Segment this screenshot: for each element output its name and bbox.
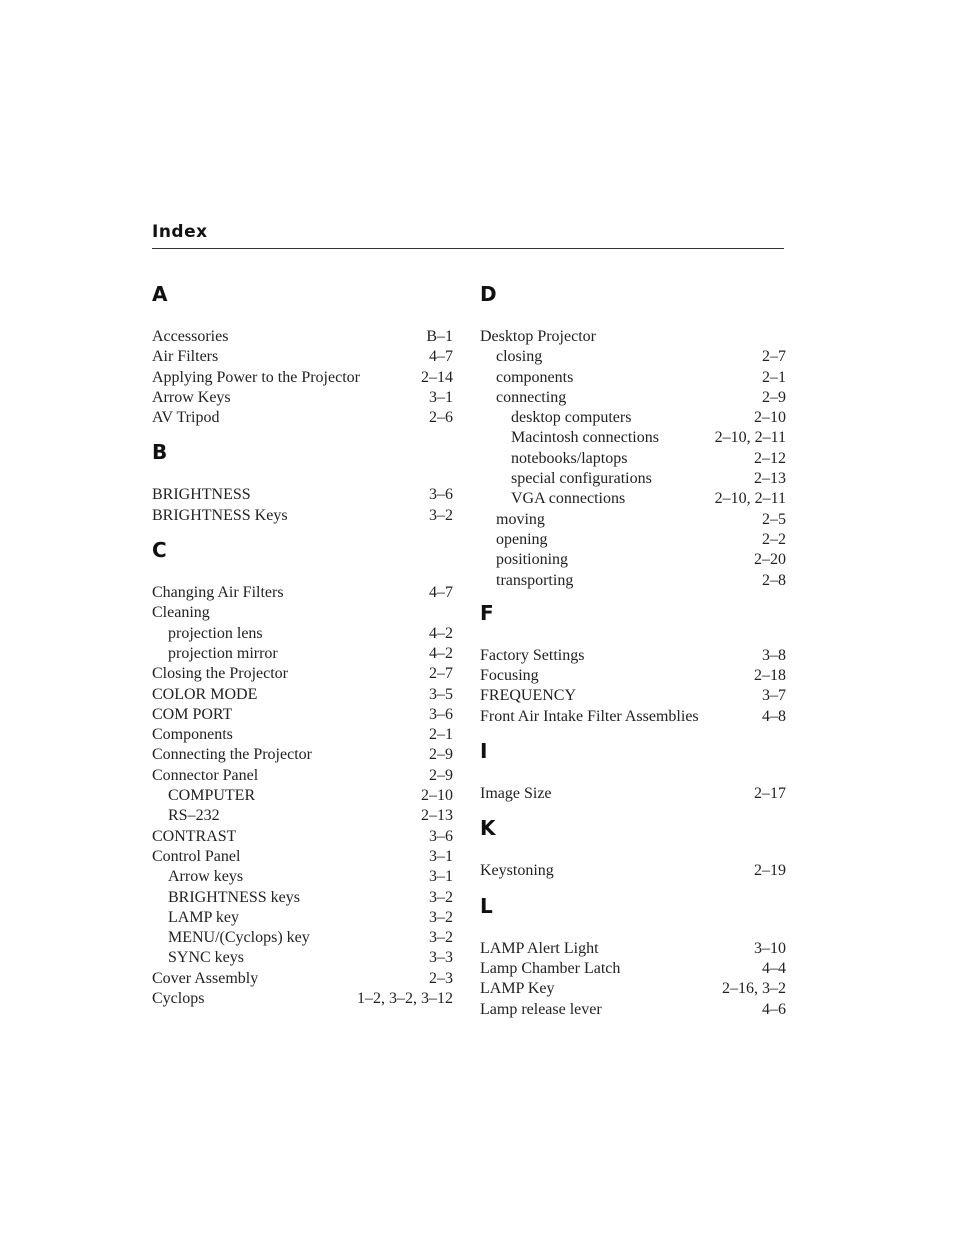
- entry-page-ref: 2–10: [754, 409, 786, 427]
- entry-text: LAMP Alert Light: [480, 939, 599, 957]
- entry-text: Lamp Chamber Latch: [480, 959, 621, 977]
- entry-page-ref: 2–14: [421, 368, 453, 386]
- entry-text: Components: [152, 726, 233, 744]
- entry-text: special configurations: [511, 470, 652, 488]
- entry-page-ref: 3–2: [429, 888, 453, 906]
- section-letter: D: [480, 282, 497, 306]
- index-subentry: [480, 347, 786, 367]
- entry-text: Control Panel: [152, 847, 241, 865]
- entry-page-ref: 2–9: [762, 388, 786, 406]
- index-subentry: [480, 388, 786, 408]
- entry-page-ref: 4–7: [429, 348, 453, 366]
- index-entry: [480, 979, 786, 999]
- entry-page-ref: 3–6: [429, 827, 453, 845]
- entry-page-ref: 3–7: [762, 687, 786, 705]
- page-title: Index: [152, 222, 208, 242]
- index-subentry: [152, 928, 453, 948]
- entry-text: connecting: [496, 388, 567, 406]
- entry-page-ref: 2–19: [754, 862, 786, 880]
- index-entry: [152, 745, 453, 765]
- entry-text: Front Air Intake Filter Assemblies: [480, 707, 699, 725]
- index-entry: [480, 327, 786, 347]
- section-letter: K: [480, 816, 496, 841]
- entry-text: Applying Power to the Projector: [152, 368, 360, 386]
- section-letter: L: [480, 893, 493, 918]
- section-letter: A: [152, 282, 168, 306]
- index-subentry: [480, 571, 786, 591]
- index-entry: [480, 939, 786, 959]
- entry-page-ref: 2–5: [762, 510, 786, 528]
- entry-text: RS–232: [168, 807, 220, 825]
- entry-page-ref: 2–20: [754, 551, 786, 569]
- entry-text: projection mirror: [168, 644, 278, 662]
- entry-text: CONTRAST: [152, 827, 237, 845]
- entry-text: BRIGHTNESS: [152, 486, 251, 504]
- entry-text: COM PORT: [152, 705, 233, 723]
- entry-text: Accessories: [152, 328, 229, 345]
- entry-page-ref: 2–10, 2–11: [714, 490, 786, 508]
- index-subentry: [480, 469, 786, 489]
- index-entry: [152, 603, 453, 623]
- entry-text: Arrow Keys: [152, 388, 231, 406]
- entry-text: Cover Assembly: [152, 969, 259, 987]
- index-entry: [480, 707, 786, 727]
- entry-page-ref: 2–13: [421, 807, 453, 825]
- entry-page-ref: 2–7: [762, 348, 786, 366]
- entry-text: COLOR MODE: [152, 685, 258, 703]
- index-section-k: [480, 816, 786, 881]
- index-entry: [152, 347, 453, 367]
- index-section-f: [480, 601, 786, 727]
- index-subentry: [152, 806, 453, 826]
- entry-text: Cleaning: [152, 604, 210, 622]
- entry-text: Keystoning: [480, 862, 554, 880]
- entry-page-ref: 2–1: [429, 726, 453, 744]
- entry-page-ref: 4–8: [762, 707, 786, 725]
- entry-text: Air Filters: [152, 348, 219, 366]
- entry-page-ref: 2–9: [429, 746, 453, 764]
- index-entry: [152, 847, 453, 867]
- index-subentry: [480, 408, 786, 428]
- index-entry: [480, 959, 786, 979]
- entry-text: Cyclops: [152, 990, 205, 1008]
- entry-page-ref: 2–3: [429, 969, 453, 987]
- index-entry: [152, 969, 453, 989]
- entry-page-ref: 3–2: [429, 506, 453, 524]
- index-entry: [152, 368, 453, 388]
- index-section-c: [152, 538, 453, 1009]
- entry-text: Factory Settings: [480, 646, 585, 664]
- entry-page-ref: 3–6: [429, 705, 453, 723]
- index-subentry: [480, 530, 786, 550]
- index-subentry: [152, 948, 453, 968]
- index-section-d: [480, 282, 786, 591]
- index-subentry: [152, 786, 453, 806]
- index-entry: [152, 506, 453, 526]
- entry-text: Changing Air Filters: [152, 584, 284, 602]
- entry-page-ref: 4–2: [429, 644, 453, 662]
- index-entry: [152, 827, 453, 847]
- entry-page-ref: 3–1: [429, 868, 453, 886]
- index-section-a: [152, 282, 453, 428]
- index-entry: [480, 1000, 786, 1020]
- index-entry: [152, 989, 453, 1009]
- index-entry: [480, 666, 786, 686]
- entry-page-ref: 2–8: [762, 571, 786, 589]
- index-subentry: [480, 510, 786, 530]
- entry-page-ref: B–1: [426, 328, 453, 345]
- entry-page-ref: 4–2: [429, 624, 453, 642]
- entry-page-ref: 3–10: [754, 939, 786, 957]
- index-subentry: [152, 624, 453, 644]
- index-entry: [152, 725, 453, 745]
- entry-text: Arrow keys: [168, 868, 244, 886]
- entry-page-ref: 3–8: [762, 646, 786, 664]
- entry-text: AV Tripod: [152, 409, 220, 427]
- section-letter: F: [480, 600, 494, 625]
- index-entry: [480, 784, 786, 804]
- entry-text: Connector Panel: [152, 766, 259, 784]
- index-entry: [152, 408, 453, 428]
- entry-text: Image Size: [480, 785, 552, 803]
- entry-page-ref: 1–2, 3–2, 3–12: [357, 990, 453, 1008]
- index-subentry: [480, 489, 786, 509]
- index-entry: [480, 861, 786, 881]
- index-subentry: [480, 428, 786, 448]
- index-entry: [152, 388, 453, 408]
- section-letter: C: [152, 538, 167, 563]
- entry-page-ref: 2–10: [421, 787, 453, 805]
- entry-text: closing: [496, 348, 543, 366]
- entry-page-ref: 2–12: [754, 449, 786, 467]
- entry-page-ref: 2–1: [762, 368, 786, 386]
- index-section-b: [152, 440, 453, 526]
- index-subentry: [152, 908, 453, 928]
- entry-text: LAMP Key: [480, 980, 555, 998]
- entry-text: Connecting the Projector: [152, 746, 312, 764]
- entry-text: projection lens: [168, 624, 263, 642]
- index-entry: [480, 686, 786, 706]
- entry-page-ref: 2–7: [429, 665, 453, 683]
- entry-page-ref: 2–16, 3–2: [722, 980, 786, 998]
- entry-text: desktop computers: [511, 409, 632, 427]
- entry-page-ref: 2–13: [754, 470, 786, 488]
- index-entry: [152, 705, 453, 725]
- entry-text: BRIGHTNESS Keys: [152, 506, 288, 524]
- entry-page-ref: 4–6: [762, 1000, 786, 1018]
- header-rule: [152, 248, 784, 249]
- index-entry: [152, 583, 453, 603]
- entry-page-ref: 2–2: [762, 530, 786, 548]
- entry-text: VGA connections: [511, 490, 626, 508]
- entry-text: positioning: [496, 551, 569, 569]
- section-letter: B: [152, 440, 168, 465]
- entry-text: components: [496, 368, 574, 386]
- entry-text: opening: [496, 530, 548, 548]
- entry-page-ref: 4–7: [429, 584, 453, 602]
- index-subentry: [152, 867, 453, 887]
- entry-text: MENU/(Cyclops) key: [168, 929, 310, 947]
- index-subentry: [480, 368, 786, 388]
- entry-page-ref: 2–17: [754, 785, 786, 803]
- entry-page-ref: 3–2: [429, 908, 453, 926]
- index-subentry: [480, 550, 786, 570]
- entry-page-ref: 2–10, 2–11: [714, 429, 786, 447]
- entry-text: Lamp release lever: [480, 1000, 602, 1018]
- entry-text: LAMP key: [168, 908, 239, 926]
- index-column-left: [152, 270, 453, 1009]
- index-section-i: [480, 739, 786, 804]
- index-subentry: [152, 644, 453, 664]
- entry-text: SYNC keys: [168, 949, 245, 967]
- index-entry: [152, 766, 453, 786]
- index-entry: [152, 685, 453, 705]
- entry-page-ref: 2–9: [429, 766, 453, 784]
- entry-text: transporting: [496, 571, 574, 589]
- entry-text: FREQUENCY: [480, 687, 577, 705]
- entry-page-ref: 3–6: [429, 486, 453, 504]
- index-column-right: [480, 270, 786, 1020]
- index-entry: [152, 327, 453, 347]
- index-subentry: [480, 449, 786, 469]
- entry-text: COMPUTER: [168, 787, 256, 805]
- entry-text: Desktop Projector: [480, 328, 596, 345]
- entry-page-ref: 3–2: [429, 929, 453, 947]
- entry-text: Macintosh connections: [511, 429, 659, 447]
- index-entry: [152, 664, 453, 684]
- entry-text: Closing the Projector: [152, 665, 288, 683]
- index-entry: [152, 485, 453, 505]
- index-section-l: [480, 894, 786, 1020]
- entry-page-ref: 2–18: [754, 667, 786, 685]
- index-entry: [480, 646, 786, 666]
- entry-page-ref: 3–1: [429, 847, 453, 865]
- section-letter: I: [480, 739, 488, 764]
- entry-text: notebooks/laptops: [511, 449, 628, 467]
- entry-text: Focusing: [480, 667, 539, 685]
- entry-text: moving: [496, 510, 545, 528]
- entry-page-ref: 4–4: [762, 959, 786, 977]
- entry-page-ref: 3–3: [429, 949, 453, 967]
- entry-page-ref: 3–1: [429, 388, 453, 406]
- entry-text: BRIGHTNESS keys: [168, 888, 301, 906]
- index-subentry: [152, 888, 453, 908]
- entry-page-ref: 2–6: [429, 409, 453, 427]
- entry-page-ref: 3–5: [429, 685, 453, 703]
